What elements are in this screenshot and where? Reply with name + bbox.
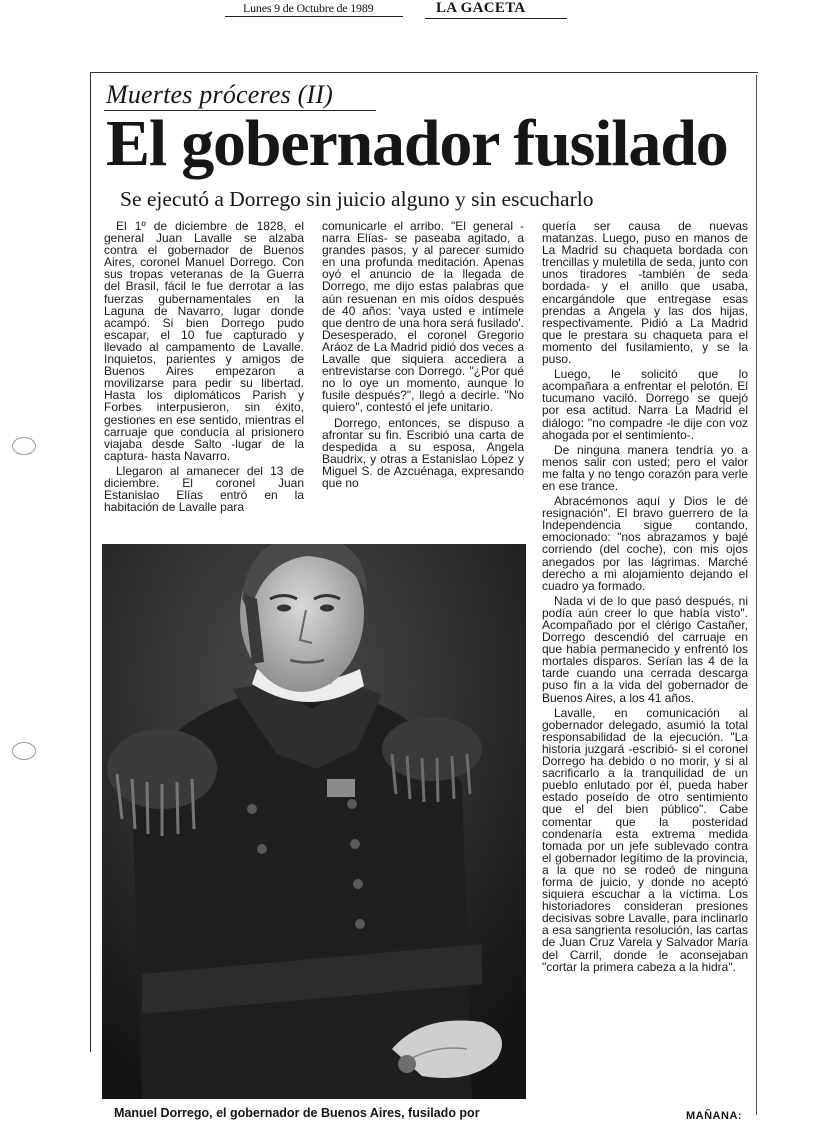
headline: El gobernador fusilado <box>106 107 728 180</box>
portrait-illustration <box>102 544 526 1099</box>
paragraph: El 1º de diciembre de 1828, el general Juan Lavalle se alzaba contra el gobernador de Buenos Aires, coronel Manuel Dorrego. Con sus tropas veteranas de la Guerra del Brasil, fácil le fue derrotar a las fuerzas gubernamentales en la Laguna de Navarro, lugar donde acampó. Si bien Dorrego pudo escapar, el 10 fue capturado y llevado al campamento de Lavalle. Inquietos, parientes y amigos de Buenos Aires empezaron a movilizarse para pedir su libertad. Hasta los diplomáticos Parish y Forbes interpusieron, sin éxito, gestiones en ese sentido, mientras el carruaje que conducía al prisionero viajaba desde Salto -lugar de la captura- hasta Navarro. <box>104 219 304 463</box>
masthead-rule-right <box>425 18 567 19</box>
photo-caption: Manuel Dorrego, el gobernador de Buenos Aires, fusilado por <box>114 1106 480 1120</box>
punch-hole <box>12 437 36 455</box>
paragraph: Dorrego, entonces, se dispuso a afrontar su fin. Escribió una carta de despedida a su esposa, Angela Baudrix, y otras a Estanislao López y Miguel S. de Azcuénaga, expresando que no <box>322 415 524 490</box>
article-column-1 <box>104 220 304 516</box>
paragraph: Lavalle, en comunicación al gobernador delegado, asumió la total responsabilidad de la ejecución. "La historia juzgará -escribió- si el coronel Dorrego ha debido o no morir, y si al sacrificarlo a la tranquilidad de un pueblo enlutado por él, pueda haber estado poseído de otro sentimiento que el del bien público". Cabe comentar que la posteridad condenaría esta extrema medida tomada por un jefe sublevado contra el gobernador legítimo de la provincia, a la que no se rodeó de ninguna forma de juicio, y donde no aceptó siquiera escuchar a la víctima. Los historiadores consideran presiones decisivas sobre Lavalle, para inclinarlo a esa sangrienta resolución, las cartas de Juan Cruz Varela y Salvador María del Carril, donde le aconsejaban "cortar la primera cabeza a la hidra". <box>542 705 748 974</box>
clipping-border-top <box>90 72 758 73</box>
clipping-border-right <box>756 75 757 1115</box>
masthead-rule-left <box>225 16 403 17</box>
paragraph: comunicarle el arribo. "El general -narra Elías- se paseaba agitado, a grandes pasos, y al parecer sumido en una profunda meditación. Apenas oyó el anuncio de la llegada de Dorrego, me dijo estas palabras que aún resuenan en mis oídos después de 40 años: 'vaya usted e intímele que dentro de una hora será fusilado'. Desesperado, el coronel Gregorio Aráoz de La Madrid pidió dos veces a Lavalle que siquiera accediera a entrevistarse con Dorrego. "¿Por qué no lo oye un momento, aunque lo fusile después?", llegó a decirle. "No quiero", contestó el jefe unitario. <box>322 219 524 415</box>
next-installment-label: MAÑANA: <box>686 1110 743 1122</box>
paragraph: Luego, le solicitó que lo acompañara a enfrentar el pelotón. El tucumano vaciló. Dorrego se quejó por esa actitud. Narra La Madrid el diálogo: "no compadre -le dije con voz ahogada por el sentimiento-. <box>542 367 748 442</box>
portrait-photo <box>102 544 526 1099</box>
paragraph: Llegaron al amanecer del 13 de diciembre. El coronel Juan Estanislao Elías entró en la habitación de Lavalle para <box>104 463 304 515</box>
paragraph: quería ser causa de nuevas matanzas. Luego, puso en manos de La Madrid su chaqueta bordada con trencillas y muletilla de seda, junto con unos tiradores -también de seda bordada- y el anillo que usaba, encargándole que entregase esas prendas a Angela y las dos hijas, respectivamente. Pidió a La Madrid que le prestara su chaqueta para el momento del fusilamiento, y se la puso. <box>542 219 748 367</box>
newspaper-name: LA GACETA <box>436 0 526 16</box>
paragraph: Abracémonos aquí y Dios le dé resignación". El bravo guerrero de la Independencia sigue contando, emocionado: "nos abrazamos y bajé corriendo (del coche), con mis ojos anegados por las lágrimas. Marché derecho a mi alojamiento dejando el cuadro ya formado. <box>542 494 748 593</box>
series-kicker: Muertes próceres (II) <box>106 80 334 109</box>
punch-hole <box>12 742 36 760</box>
issue-date: Lunes 9 de Octubre de 1989 <box>243 1 374 15</box>
masthead <box>225 0 570 22</box>
clipping-border-left <box>90 72 91 1052</box>
article-column-3 <box>542 220 748 976</box>
subheadline: Se ejecutó a Dorrego sin juicio alguno y sin escucharlo <box>120 187 594 211</box>
paragraph: De ninguna manera tendría yo a menos salir con usted; pero el valor me falta y no tengo corazón para verle en ese trance. <box>542 442 748 493</box>
paragraph: Nada vi de lo que pasó después, ni podía aún creer lo que había visto". Acompañado por el clérigo Castañer, Dorrego descendió del carruaje en que había permanecido y enfrentó los mortales disparos. Serían las 4 de la tarde cuando una cerrada descarga puso fin a la vida del gobernador de Buenos Aires, a los 41 años. <box>542 593 748 705</box>
article-column-2 <box>322 220 524 492</box>
